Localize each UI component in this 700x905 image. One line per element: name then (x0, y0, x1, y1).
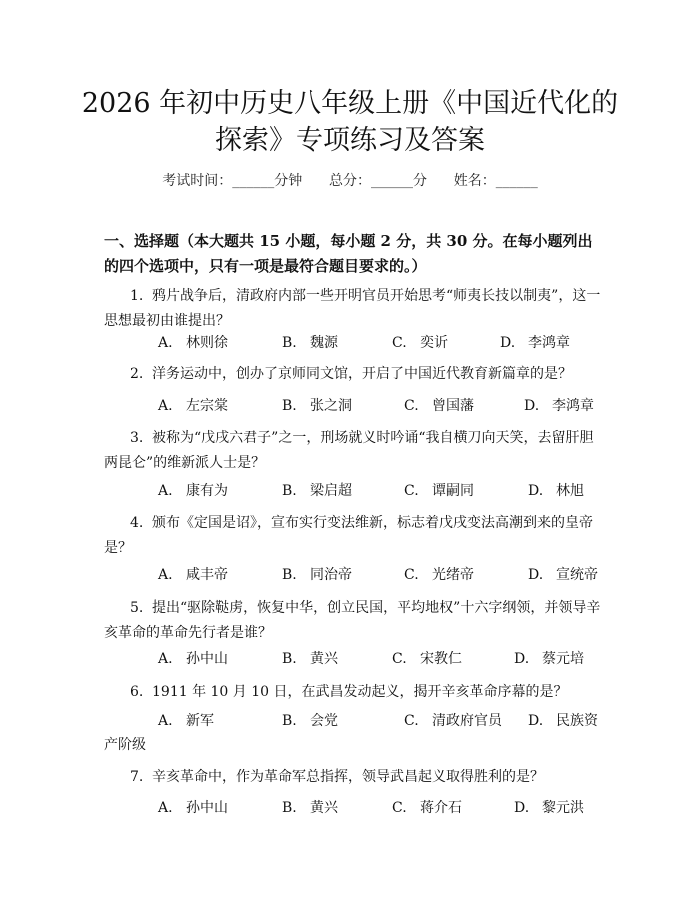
option-a: A. 孙中山 (158, 800, 228, 816)
question-number: 5. (130, 600, 144, 616)
option-c: C. 光绪帝 (404, 567, 474, 583)
option-d: D. 宣统帝 (528, 567, 598, 583)
question-4 (104, 511, 604, 561)
question-3 (104, 426, 604, 476)
question-number: 7. (130, 769, 144, 785)
option-a: A. 林则徐 (158, 335, 228, 351)
options-3 (104, 480, 604, 502)
option-d: D. 民族资 (528, 713, 598, 729)
section-heading: 一、选择题（本大题共 15 小题，每小题 2 分，共 30 分。在每小题列出的四个选项中，只有一项是最符合题目要求的。） (104, 232, 593, 275)
option-b: B. 同治帝 (282, 567, 352, 583)
option-d: D. 林旭 (528, 483, 584, 499)
option-a: A. 孙中山 (158, 651, 228, 667)
question-2 (104, 362, 604, 387)
option-d: D. 李鸿章 (524, 398, 594, 414)
option-c: C. 曾国藩 (404, 398, 474, 414)
option-b: B. 黄兴 (282, 651, 338, 667)
option-d: D. 蔡元培 (514, 651, 584, 667)
option-a: A. 新军 (158, 713, 214, 729)
question-1 (104, 284, 604, 334)
option-b: B. 梁启超 (282, 483, 352, 499)
question-number: 3. (130, 430, 144, 446)
question-text: 颁布《定国是诏》，宣布实行变法维新，标志着戊戌变法高潮到来的皇帝是？ (104, 515, 593, 556)
option-a: A. 咸丰帝 (158, 567, 228, 583)
option-c: C. 宋教仁 (392, 651, 462, 667)
option-c: C. 奕䜣 (392, 335, 448, 351)
question-text: 提出“驱除鞑虏，恢复中华，创立民国，平均地权”十六字纲领，并领导辛亥革命的革命先行者是谁？ (104, 600, 601, 641)
option-a: A. 康有为 (158, 483, 228, 499)
question-text: 被称为“戊戌六君子”之一，刑场就义时吟诵“我自横刀向天笑，去留肝胆两昆仑”的维新派人士是？ (104, 430, 594, 471)
options-2 (104, 395, 604, 417)
question-text: 鸦片战争后，清政府内部一些开明官员开始思考“师夷长技以制夷”，这一思想最初由谁提出？ (104, 288, 601, 329)
option-c: C. 蒋介石 (392, 800, 462, 816)
question-6 (104, 680, 604, 705)
options-4 (104, 564, 604, 586)
options-1 (104, 332, 604, 354)
question-number: 1. (130, 288, 144, 304)
option-c: C. 谭嗣同 (404, 483, 474, 499)
question-number: 2. (130, 366, 144, 382)
option-d: D. 李鸿章 (500, 335, 570, 351)
options-6 (104, 710, 604, 732)
option-b: B. 魏源 (282, 335, 338, 351)
question-number: 6. (130, 684, 144, 700)
title-line-2: 探索》专项练习及答案 (215, 125, 485, 156)
title-line-1: 2026 年初中历史八年级上册《中国近代化的 (81, 88, 619, 119)
options-5 (104, 648, 604, 670)
option-b: B. 黄兴 (282, 800, 338, 816)
exam-info: 考试时间：______分钟 总分：______分 姓名：______ (162, 173, 538, 189)
option-d-continued: 产阶级 (104, 737, 146, 753)
option-c: C. 清政府官员 (404, 713, 502, 729)
question-text: 1911 年 10 月 10 日，在武昌发动起义，揭开辛亥革命序幕的是？ (152, 684, 568, 700)
option-d: D. 黎元洪 (514, 800, 584, 816)
question-text: 辛亥革命中，作为革命军总指挥，领导武昌起义取得胜利的是？ (152, 769, 544, 785)
question-5 (104, 596, 604, 646)
question-text: 洋务运动中，创办了京师同文馆，开启了中国近代教育新篇章的是？ (152, 366, 572, 382)
options-7 (104, 797, 604, 819)
option-a: A. 左宗棠 (158, 398, 228, 414)
option-b: B. 张之洞 (282, 398, 352, 414)
question-7 (104, 765, 604, 790)
option-b: B. 会党 (282, 713, 338, 729)
question-number: 4. (130, 515, 144, 531)
